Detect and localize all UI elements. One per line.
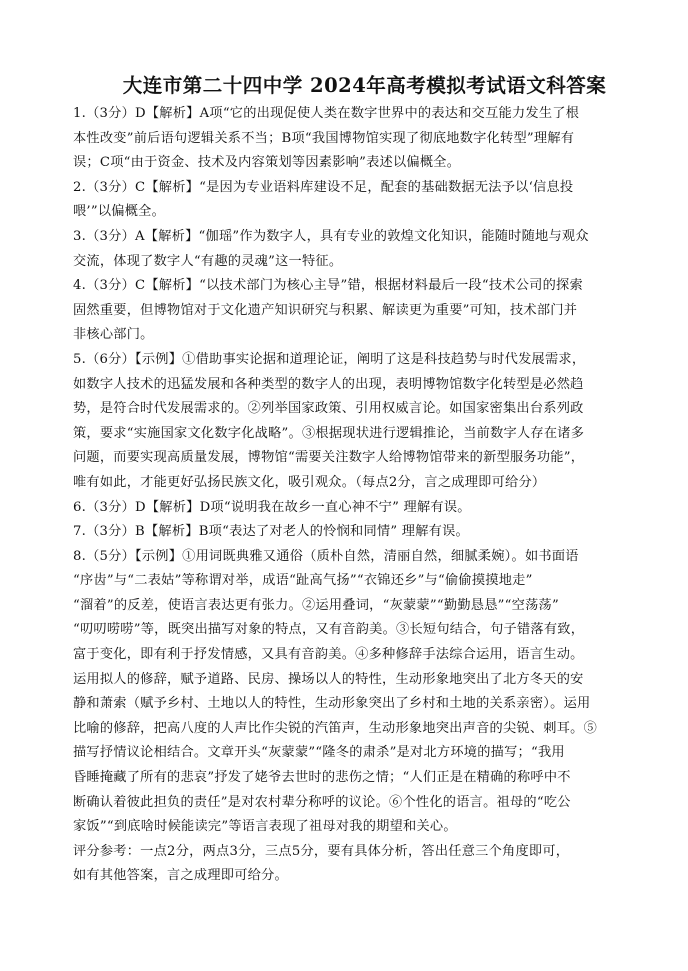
text-line: 误；C项“由于资金、技术及内容策划等因素影响”表述以偏概全。 [73, 155, 461, 171]
text-line: 2.（3分）C【解析】“是因为专业语料库建设不足，配套的基础数据无法予以‘信息投 [73, 179, 574, 195]
answer-item-5 [73, 348, 628, 496]
answer-content [73, 102, 628, 889]
text-line: 问题，而要实现高质量发展，博物馆“需要关注数字人给博物馆带来的新型服务功能”， [73, 450, 585, 466]
answer-item-1 [73, 102, 628, 176]
text-line: 1.（3分）D【解析】A项“它的出现促使人类在数字世界中的表达和交互能力发生了根 [73, 106, 580, 121]
text-line: 非核心部门。 [73, 327, 154, 343]
answer-item-3 [73, 225, 628, 274]
text-line: 本性改变”前后语句逻辑关系不当；B项“我国博物馆实现了彻底地数字化转型”理解有 [73, 130, 575, 146]
text-line: 比喻的修辞，把高八度的人声比作尖锐的汽笛声，生动形象地突出声音的尖锐、刺耳。⑤ [73, 720, 598, 736]
text-line: 唯有如此，才能更好弘扬民族文化，吸引观众。（每点2分，言之成理即可给分） [73, 474, 546, 490]
text-line: “序齿”与“二表姑”等称谓对举，成语“趾高气扬”“衣锦还乡”与“偷偷摸摸地走” [73, 573, 533, 589]
text-line: 7.（3分）B【解析】B项“表达了对老人的怜悯和同情” 理解有误。 [73, 524, 469, 540]
text-line: 如数字人技术的迅猛发展和各种类型的数字人的出现，表明博物馆数字化转型是必然趋 [73, 376, 584, 392]
text-line: 喂’”以偏概全。 [73, 204, 166, 220]
document-title: 大连市第二十四中学 2024年高考模拟考试语文科答案 [122, 74, 607, 97]
text-line: 静和萧索（赋予乡村、土地以人的特性，生动形象突出了乡村和土地的关系亲密）。运用 [73, 696, 591, 712]
text-line: 断确认着彼此担负的责任”是对农村辈分称呼的议论。⑥个性化的语言。祖母的“吃公 [73, 794, 571, 810]
answer-item-9 [73, 840, 628, 889]
text-line: 固然重要，但博物馆对于文化遗产知识研究与积累、解读更为重要”可知，技术部门并 [73, 302, 578, 318]
text-line: 运用拟人的修辞，赋予道路、民房、操场以人的特性，生动形象地突出了北方冬天的安 [73, 671, 584, 687]
answer-item-4 [73, 274, 628, 348]
text-line: 富于变化，即有利于抒发情感，又具有音韵美。④多种修辞手法综合运用，语言生动。 [73, 647, 584, 663]
answer-item-6 [73, 496, 628, 521]
text-line: 评分参考：一点2分，两点3分，三点5分，要有具体分析，答出任意三个角度即可， [73, 843, 570, 859]
text-line: 策，要求“实施国家文化数字化战略”。③根据现状进行逻辑推论，当前数字人存在诸多 [73, 425, 585, 441]
text-line: 如有其他答案，言之成理即可给分。 [73, 868, 288, 884]
text-line: 3.（3分）A【解析】“伽瑶”作为数字人，具有专业的敦煌文化知识，能随时随地与观众 [73, 228, 589, 244]
text-line: “叨叨唠唠”等，既突出描写对象的特点，又有音韵美。③长短句结合，句子错落有致， [73, 622, 585, 638]
text-line: 势，是符合时代发展需求的。②列举国家政策、引用权威言论。如国家密集出台系列政 [73, 401, 584, 417]
answer-item-7 [73, 520, 628, 545]
answer-item-8 [73, 545, 628, 840]
text-line: 家饭”“到底啥时候能读完”等语言表现了祖母对我的期望和关心。 [73, 819, 457, 835]
text-line: 6.（3分）D【解析】D项“说明我在故乡一直心神不宁” 理解有误。 [73, 499, 471, 515]
text-line: 昏睡掩藏了所有的悲哀”抒发了姥爷去世时的悲伤之情；“人们正是在精确的称呼中不 [73, 770, 571, 786]
text-line: 交流，体现了数字人“有趣的灵魂”这一特征。 [73, 253, 343, 269]
text-line: “溜着”的反差，使语言表达更有张力。②运用叠词，“灰蒙蒙”“勤勤恳恳”“空荡荡” [73, 597, 559, 613]
answer-item-2 [73, 176, 628, 225]
text-line: 描写抒情议论相结合。文章开头“灰蒙蒙”“隆冬的肃杀”是对北方环境的描写；“我用 [73, 745, 565, 761]
text-line: 8.（5分）【示例】①用词既典雅又通俗（质朴自然，清丽自然，细腻柔婉）。如书面语 [73, 548, 579, 564]
text-line: 4.（3分）C【解析】“以技术部门为核心主导”错，根据材料最后一段“技术公司的探索 [73, 278, 583, 294]
text-line: 5.（6分）【示例】①借助事实论据和道理论证，阐明了这是科技趋势与时代发展需求， [73, 351, 586, 367]
